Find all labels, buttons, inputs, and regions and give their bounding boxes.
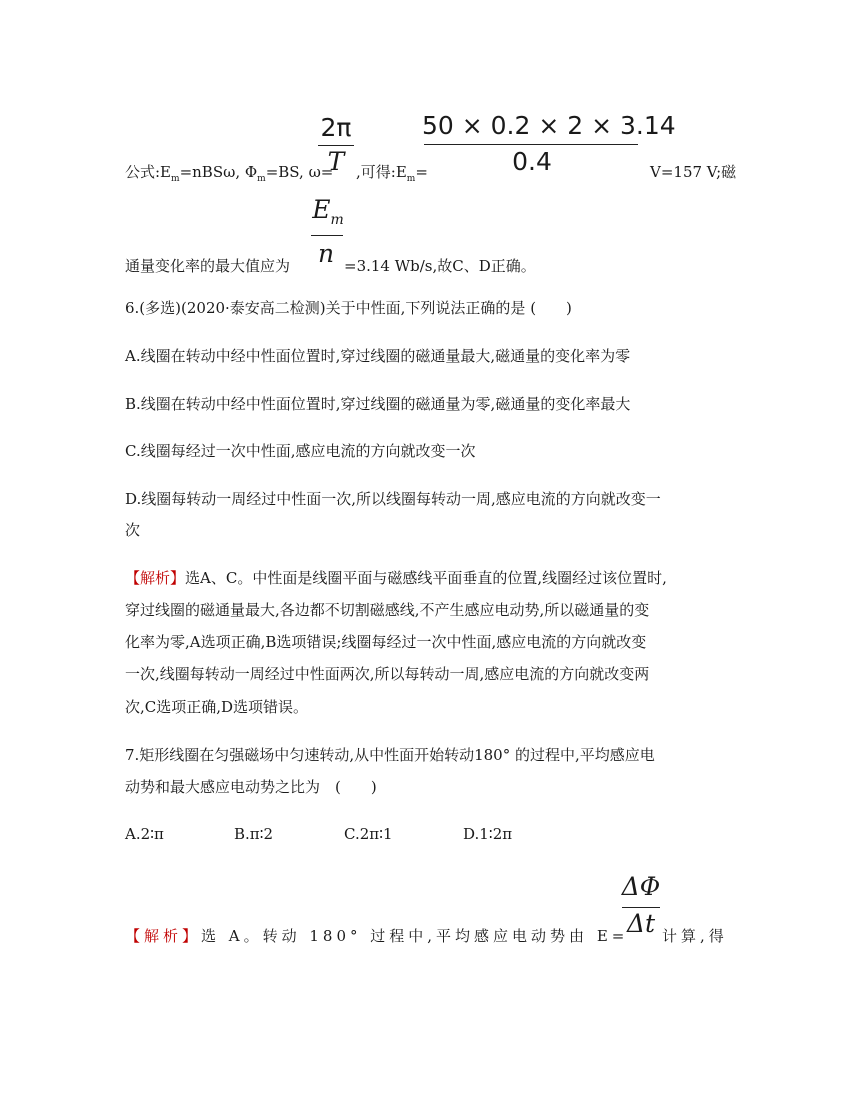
analysis-line: 次,C选项正确,D选项错误。	[125, 698, 309, 716]
analysis-line: 化率为零,A选项正确,B选项错误;线圈每经过一次中性面,感应电流的方向就改变	[125, 633, 647, 651]
question-7-stem-line: 动势和最大感应电动势之比为 ( )	[125, 778, 377, 796]
fraction-em-numerator: 50 × 0.2 × 2 × 3.14	[422, 111, 676, 140]
analysis-tag: 【解析】	[125, 927, 202, 945]
analysis-line: 一次,线圈每转动一周经过中性面两次,所以每转动一周,感应电流的方向就改变两	[125, 665, 650, 683]
question-7-option-a: A.2∶π	[125, 825, 164, 843]
formula-text-part2	[356, 162, 428, 189]
analysis-line	[125, 568, 667, 588]
text-e: E	[312, 195, 331, 224]
formula-line2-prefix: 通量变化率的最大值应为	[125, 257, 291, 275]
question-6-option-c: C.线圈每经过一次中性面,感应电流的方向就改变一次	[125, 442, 476, 460]
text-equals: =	[415, 163, 428, 181]
question-7-analysis	[125, 926, 628, 946]
fraction-delta-phi-numerator: ΔΦ	[621, 872, 661, 901]
formula-text-part1	[125, 162, 333, 189]
analysis-text: 选 A。转动 180° 过程中,平均感应电动势由 E=	[201, 927, 629, 945]
fraction-2pi-numerator: 2π	[320, 113, 352, 142]
formula-line2-suffix: =3.14 Wb/s,故C、D正确。	[344, 257, 536, 275]
question-7-analysis-suffix: 计算,得	[662, 927, 728, 945]
question-7-option-b: B.π∶2	[234, 825, 274, 843]
question-6-option-d-cont: 次	[125, 521, 141, 539]
fraction-2pi-denominator: T	[327, 147, 345, 176]
fraction-bar	[622, 907, 660, 908]
subscript-m: m	[171, 174, 180, 184]
question-6-option-a: A.线圈在转动中经中性面位置时,穿过线圈的磁通量最大,磁通量的变化率为零	[125, 347, 631, 365]
analysis-tag: 【解析】	[125, 569, 186, 587]
fraction-em-n-denominator: n	[317, 239, 335, 268]
text-formula-prefix: 公式:E	[125, 163, 172, 181]
analysis-line: 穿过线圈的磁通量最大,各边都不切割磁感线,不产生感应电动势,所以磁通量的变	[125, 601, 650, 619]
subscript-m: m	[406, 174, 416, 184]
fraction-bar	[311, 235, 343, 236]
fraction-bar	[424, 144, 638, 145]
fraction-em-denominator: 0.4	[512, 147, 552, 176]
fraction-delta-t-denominator: Δt	[626, 909, 656, 938]
subscript-m: m	[330, 212, 344, 228]
text-formula-mid3: ,可得:E	[356, 163, 407, 181]
formula-text-result: V=157 V;磁	[650, 163, 737, 181]
question-6-option-b: B.线圈在转动中经中性面位置时,穿过线圈的磁通量为零,磁通量的变化率最大	[125, 395, 631, 413]
analysis-text: 选A、C。中性面是线圈平面与磁感线平面垂直的位置,线圈经过该位置时,	[185, 569, 667, 587]
question-6-option-d: D.线圈每转动一周经过中性面一次,所以线圈每转动一周,感应电流的方向就改变一	[125, 490, 661, 508]
text-formula-mid2: =BS, ω=	[265, 163, 334, 181]
text-formula-mid1: =nBSω, Φ	[179, 163, 258, 181]
question-6-stem: 6.(多选)(2020·泰安高二检测)关于中性面,下列说法正确的是 ( )	[125, 299, 572, 317]
subscript-m: m	[257, 174, 266, 184]
question-7-stem-line: 7.矩形线圈在匀强磁场中匀速转动,从中性面开始转动180° 的过程中,平均感应电	[125, 746, 655, 764]
fraction-em-n-numerator	[310, 196, 346, 234]
question-7-option-c: C.2π∶1	[344, 825, 393, 843]
fraction-bar	[318, 145, 354, 146]
question-7-option-d: D.1∶2π	[463, 825, 513, 843]
